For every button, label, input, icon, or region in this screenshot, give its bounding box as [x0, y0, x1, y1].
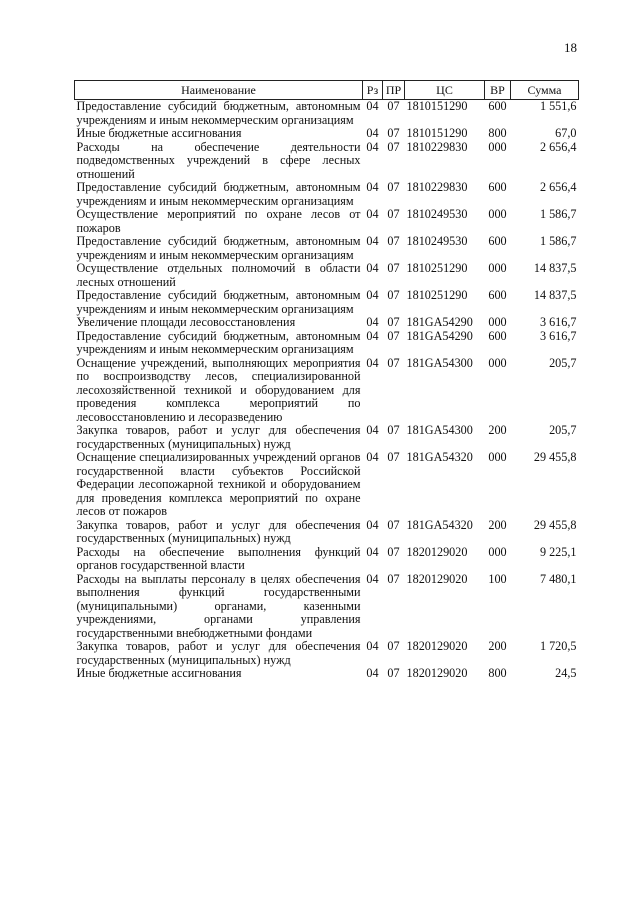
cell-name: Закупка товаров, работ и услуг для обеспечения государственных (муниципальных) нужд — [76, 639, 361, 667]
cell-name: Расходы на обеспечение выполнения функций органов государственной власти — [76, 544, 361, 572]
cell-sum: 3 616,7 — [539, 328, 577, 343]
cell-pr: 07 — [387, 126, 400, 140]
cell-vr: 000 — [488, 139, 507, 154]
cell-pr: 07 — [387, 207, 400, 221]
cell-pr: 07 — [387, 288, 400, 302]
cell-sum: 1 586,7 — [539, 207, 577, 221]
cell-pr: 07 — [387, 99, 400, 113]
cell-vr: 600 — [488, 328, 507, 343]
cell-pr: 07 — [387, 517, 400, 532]
cell-rz: 04 — [366, 234, 379, 248]
cell-sum: 1 586,7 — [539, 234, 577, 248]
header-cs: ЦС — [405, 81, 485, 100]
cell-cs: 1820129020 — [406, 571, 468, 586]
cell-pr: 07 — [387, 355, 400, 370]
table-row — [75, 451, 579, 519]
cell-pr: 07 — [387, 639, 400, 653]
table-row — [75, 100, 579, 128]
cell-cs: 1810229830 — [406, 139, 468, 154]
table-row — [75, 519, 579, 546]
cell-sum: 9 225,1 — [539, 544, 577, 559]
cell-cs: 1810249530 — [406, 207, 468, 221]
cell-cs: 1810151290 — [406, 99, 468, 113]
cell-rz: 04 — [366, 355, 379, 370]
cell-vr: 200 — [488, 423, 507, 437]
cell-cs: 1810229830 — [406, 180, 468, 194]
cell-cs: 181GA54290 — [406, 315, 473, 329]
cell-pr: 07 — [387, 544, 400, 559]
header-pr: ПР — [383, 81, 405, 100]
cell-rz: 04 — [366, 261, 379, 275]
cell-sum: 205,7 — [549, 355, 577, 370]
cell-name: Увеличение площади лесовосстановления — [76, 315, 296, 329]
header-vr: ВР — [485, 81, 511, 100]
cell-vr: 000 — [488, 544, 507, 559]
cell-name: Осуществление мероприятий по охране лесов от пожаров — [76, 207, 361, 235]
cell-cs: 181GA54320 — [406, 450, 473, 464]
cell-vr: 800 — [488, 126, 507, 140]
cell-sum: 7 480,1 — [539, 571, 577, 586]
cell-sum: 67,0 — [555, 126, 577, 140]
cell-name: Предоставление субсидий бюджетным, автономным учреждениям и иным некоммерческим организациям — [76, 234, 361, 262]
cell-rz: 04 — [366, 517, 379, 532]
table-body — [75, 100, 579, 681]
cell-vr: 800 — [488, 666, 507, 680]
cell-sum: 2 656,4 — [539, 180, 577, 194]
cell-pr: 07 — [387, 571, 400, 586]
cell-sum: 1 720,5 — [539, 639, 577, 653]
page-number: 18 — [564, 40, 577, 55]
table-row — [75, 181, 579, 208]
table-header — [75, 81, 579, 100]
cell-cs: 1820129020 — [406, 666, 468, 680]
cell-rz: 04 — [366, 544, 379, 559]
header-sum: Сумма — [511, 81, 579, 100]
cell-name: Оснащение специализированных учреждений органов государственной власти субъектов Российской Федерации лесопожарной техникой и оборудованием для проведения комплекса мероприятий по охране лесов от пожаров — [76, 450, 361, 518]
cell-vr: 600 — [488, 288, 507, 302]
cell-vr: 200 — [488, 517, 507, 532]
cell-name: Осуществление отдельных полномочий в области лесных отношений — [76, 261, 361, 289]
cell-rz: 04 — [366, 423, 379, 437]
cell-vr: 000 — [488, 450, 507, 464]
cell-rz: 04 — [366, 139, 379, 154]
table-row — [75, 235, 579, 262]
header-rz: Рз — [363, 81, 383, 100]
cell-cs: 1810249530 — [406, 234, 468, 248]
table-row — [75, 640, 579, 667]
cell-sum: 14 837,5 — [533, 261, 577, 275]
cell-pr: 07 — [387, 180, 400, 194]
header-name: Наименование — [75, 81, 363, 100]
table-row — [75, 262, 579, 289]
cell-pr: 07 — [387, 234, 400, 248]
cell-pr: 07 — [387, 328, 400, 343]
cell-rz: 04 — [366, 99, 379, 113]
cell-cs: 1820129020 — [406, 544, 468, 559]
cell-vr: 000 — [488, 207, 507, 221]
cell-vr: 000 — [488, 315, 507, 329]
cell-cs: 1810151290 — [406, 126, 468, 140]
cell-pr: 07 — [387, 315, 400, 329]
cell-sum: 24,5 — [555, 666, 577, 680]
table-row — [75, 667, 579, 681]
cell-sum: 14 837,5 — [533, 288, 577, 302]
cell-rz: 04 — [366, 571, 379, 586]
cell-rz: 04 — [366, 288, 379, 302]
cell-pr: 07 — [387, 139, 400, 154]
cell-name: Расходы на обеспечение деятельности подведомственных учреждений в сфере лесных отношений — [76, 139, 361, 181]
table-row — [75, 357, 579, 425]
table-row — [75, 316, 579, 330]
table-row — [75, 330, 579, 357]
cell-name: Предоставление субсидий бюджетным, автономным учреждениям и иным некоммерческим организациям — [76, 328, 361, 356]
cell-name: Предоставление субсидий бюджетным, автономным учреждениям и иным некоммерческим организациям — [76, 180, 361, 208]
cell-cs: 1810251290 — [406, 288, 468, 302]
table-row — [75, 424, 579, 451]
cell-sum: 205,7 — [549, 423, 577, 437]
cell-vr: 200 — [488, 639, 507, 653]
cell-rz: 04 — [366, 180, 379, 194]
cell-cs: 181GA54320 — [406, 517, 473, 532]
table-row — [75, 208, 579, 235]
cell-rz: 04 — [366, 666, 379, 680]
cell-cs: 1810251290 — [406, 261, 468, 275]
cell-name: Предоставление субсидий бюджетным, автономным учреждениям и иным некоммерческим организациям — [76, 288, 361, 316]
cell-name: Расходы на выплаты персоналу в целях обеспечения выполнения функций государственными (муниципальными) органами, казенными учреждениями, органами управления государственными внебюджетными фондами — [76, 571, 361, 640]
cell-cs: 1820129020 — [406, 639, 468, 653]
cell-sum: 2 656,4 — [539, 139, 577, 154]
cell-vr: 600 — [488, 180, 507, 194]
budget-table — [74, 80, 579, 681]
cell-sum: 29 455,8 — [533, 450, 577, 464]
cell-pr: 07 — [387, 450, 400, 464]
cell-rz: 04 — [366, 315, 379, 329]
cell-rz: 04 — [366, 328, 379, 343]
cell-sum: 29 455,8 — [533, 517, 577, 532]
cell-rz: 04 — [366, 207, 379, 221]
cell-cs: 181GA54290 — [406, 328, 473, 343]
table-row — [75, 289, 579, 316]
table-row — [75, 141, 579, 182]
table-row — [75, 573, 579, 641]
cell-name: Иные бюджетные ассигнования — [76, 126, 242, 140]
cell-rz: 04 — [366, 450, 379, 464]
cell-name: Закупка товаров, работ и услуг для обеспечения государственных (муниципальных) нужд — [76, 517, 361, 545]
cell-vr: 600 — [488, 234, 507, 248]
cell-cs: 181GA54300 — [406, 423, 473, 437]
cell-name: Закупка товаров, работ и услуг для обеспечения государственных (муниципальных) нужд — [76, 423, 361, 451]
table-row — [75, 127, 579, 141]
cell-vr: 100 — [488, 571, 507, 586]
cell-name: Оснащение учреждений, выполняющих мероприятия по воспроизводству лесов, специализированной лесохозяйственной техникой и оборудованием для проведения комплекса мероприятий по лесовосстановлению и лесоразведению — [76, 355, 361, 424]
cell-vr: 600 — [488, 99, 507, 113]
cell-name: Предоставление субсидий бюджетным, автономным учреждениям и иным некоммерческим организациям — [76, 99, 361, 127]
cell-sum: 3 616,7 — [539, 315, 577, 329]
cell-pr: 07 — [387, 423, 400, 437]
table-row — [75, 546, 579, 573]
cell-cs: 181GA54300 — [406, 355, 473, 370]
cell-pr: 07 — [387, 666, 400, 680]
cell-vr: 000 — [488, 355, 507, 370]
cell-rz: 04 — [366, 639, 379, 653]
cell-sum: 1 551,6 — [539, 99, 577, 113]
cell-name: Иные бюджетные ассигнования — [76, 666, 242, 680]
cell-rz: 04 — [366, 126, 379, 140]
cell-pr: 07 — [387, 261, 400, 275]
cell-vr: 000 — [488, 261, 507, 275]
